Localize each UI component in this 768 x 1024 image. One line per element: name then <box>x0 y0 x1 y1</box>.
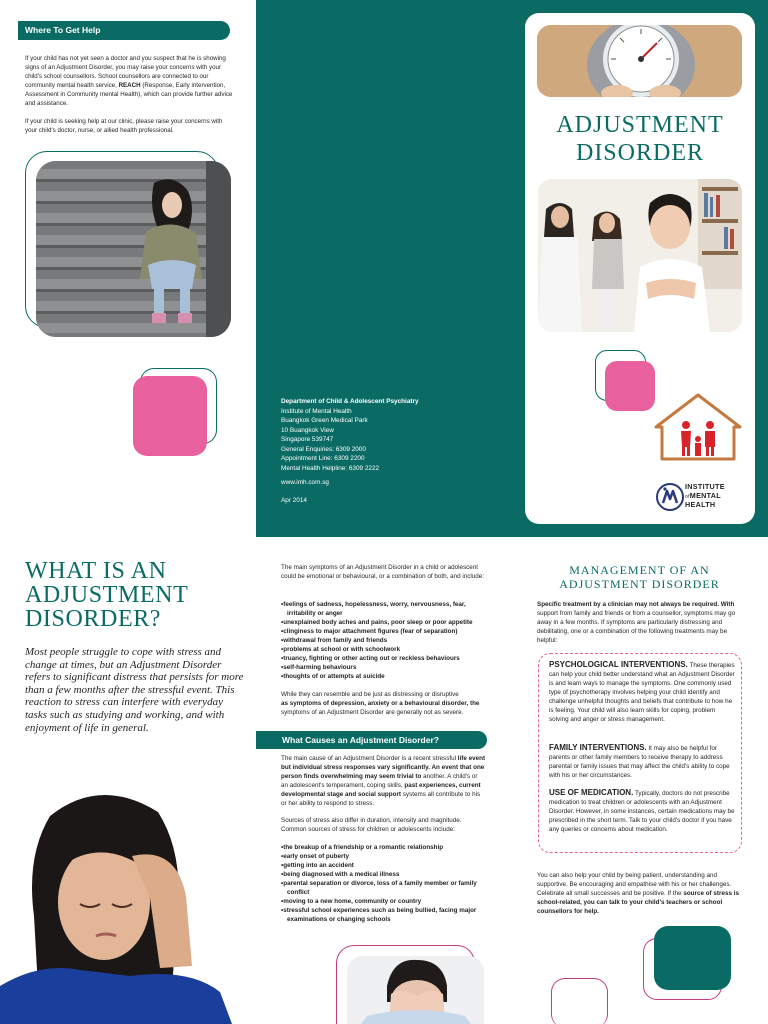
stress-source-item: • moving to a new home, community or country <box>281 897 486 906</box>
family-house-icon <box>652 393 744 461</box>
headache-girl-photo <box>0 786 232 1024</box>
logo-of: of <box>685 493 690 500</box>
what-title-line-3: DISORDER? <box>25 606 162 632</box>
contact-line: Mental Health Helpline: 6309 2222 <box>281 464 380 472</box>
treatment-heading: FAMILY INTERVENTIONS. <box>549 743 647 752</box>
stress-sources-list <box>281 843 486 924</box>
management-intro-bold: Specific treatment by a clinician may not always be required. With <box>537 601 735 608</box>
causes-text: The main cause of an Adjustment Disorder is a recent stressful <box>281 755 456 762</box>
decorative-outline-square-bottom-left <box>551 978 608 1024</box>
where-to-get-help-heading: Where To Get Help <box>18 21 230 40</box>
family-argument-photo <box>538 179 742 332</box>
headache-girl-illustration <box>0 786 232 1024</box>
management-title <box>537 563 742 591</box>
contact-line: Institute of Mental Health <box>281 407 352 415</box>
family-argument-illustration <box>538 179 742 332</box>
help-paragraph-2: If your child is seeking help at our clinic, please raise your concerns with your child's doctor, nurse, or allied health professional. <box>25 118 223 134</box>
management-outro <box>537 871 742 916</box>
treatment-psychological <box>549 660 735 724</box>
symptom-item: • thoughts of or attempts at suicide <box>281 672 486 681</box>
what-is-intro: Most people struggle to cope with stress and change at times, but an Adjustment Disorder refers to significant distress that persists for more than a few months after the stressful event. This reaction to stress can interfere with everyday tasks such as studying and working, and with enjoyment of life in general. <box>25 646 244 734</box>
treatment-text: Typically, doctors do not prescribe medication to treat children or adolescents with an Adjustment Disorder. However, in some instances, certain medications may be prescribed in the short term. Talk to your child's doctor if you have any queries or concerns about medication. <box>549 790 735 833</box>
website-link[interactable]: www.imh.com.sg <box>281 479 329 486</box>
causes-paragraph-1 <box>281 754 486 808</box>
stress-source-item: • parental separation or divorce, loss of a family member or family conflict <box>281 879 486 897</box>
causes-heading: What Causes an Adjustment Disorder? <box>256 731 487 749</box>
management-intro <box>537 600 742 645</box>
what-title-line-1: WHAT IS AN <box>25 558 167 584</box>
help-paragraph-1 <box>25 54 235 108</box>
what-is-title <box>25 559 245 631</box>
management-intro-text: support from family and friends or from a counsellor, symptoms may go away in a few months. If symptoms are particularly distressing and debilitating, one or a combination of the following treatments may be helpful: <box>537 610 736 644</box>
cover-title-line-2: DISORDER <box>575 140 704 166</box>
symptoms-list <box>281 600 486 681</box>
stairs-girl-photo <box>36 161 231 337</box>
cover-title-line-1: ADJUSTMENT <box>556 112 724 138</box>
symptom-item: • truancy, fighting or other acting out or reckless behaviours <box>281 654 486 663</box>
causes-paragraph-2: Sources of stress also differ in duration, intensity and magnitude. Common sources of stress for children or adolescents include: <box>281 817 462 833</box>
help-paragraph-1-text-b: (Response, Early intervention, Assessment in Community mental Health), which can provide further advice and assistance. <box>25 82 233 107</box>
causes-text: systems all contribute to his or her ability to respond to stress. <box>281 791 481 807</box>
contact-line: Appointment Line: 6309 2200 <box>281 455 365 462</box>
symptoms-note-line: as symptoms of depression, anxiety or a behavioural disorder, the <box>281 700 480 707</box>
treatment-text: It may also be helpful for parents or other family members to receive therapy to address parental or family issues that may affect the child's ability to cope with his or her circumstances. <box>549 745 730 779</box>
symptom-item: • clinginess to major attachment figures (fear of separation) <box>281 627 486 636</box>
causes-text-bold: life event but individual stress responses vary significantly. An event that one person finds overwhelming may seem trivial to <box>281 755 486 780</box>
reach-label: REACH <box>118 82 141 89</box>
child-covering-face-illustration <box>347 956 484 1024</box>
decorative-teal-square <box>654 926 731 990</box>
contact-line: Singapore 539747 <box>281 436 334 443</box>
symptoms-note <box>281 690 486 717</box>
what-title-line-2: ADJUSTMENT <box>25 582 189 608</box>
treatment-medication <box>549 788 735 834</box>
management-outro-text: You can also help your child by being patient, understanding and supportive. Be encouraging and empathise with his or her challenges. Celebrate all small successes and be positive. If the <box>537 872 732 897</box>
contact-line: General Enquiries: 6309 2000 <box>281 445 366 453</box>
management-outro-bold: source of stress is school-related, you can talk to your child's teachers or school counsellors for help. <box>537 890 739 915</box>
contact-line: Buangkok Green Medical Park <box>281 417 368 424</box>
stress-source-item: • early onset of puberty <box>281 852 486 861</box>
management-title-line-1: MANAGEMENT OF AN <box>569 563 710 577</box>
causes-text-bold: past experiences, current developmental stage and social support <box>281 782 481 798</box>
decorative-pink-square-small <box>605 361 655 411</box>
treatment-text: These therapies can help your child better understand what an Adjustment Disorder is and learn ways to manage the symptoms. One commonly used type of psychotherapy involves helping your child identify and challenge unhelpful thoughts and beliefs that contribute to how he is feeling. Your child will also learn skills for coping, problem solving and anger or stress management. <box>549 662 735 723</box>
treatment-heading: PSYCHOLOGICAL INTERVENTIONS. <box>549 660 688 669</box>
symptom-item: • unexplained body aches and pains, poor sleep or poor appetite <box>281 618 486 627</box>
contact-line: 10 Buangkok View <box>281 426 334 434</box>
symptom-item: • withdrawal from family and friends <box>281 636 486 645</box>
help-paragraph-1-text: If your child has not yet seen a doctor and you suspect that he is showing signs of an Adjustment Disorder, you may raise your concerns with your child's school counsellors. School counsellors are connected to our community mental health service, <box>25 55 226 89</box>
management-title-line-2: ADJUSTMENT DISORDER <box>559 577 720 591</box>
department-name: Department of Child & Adolescent Psychiatry <box>281 398 419 405</box>
logo-line-2: MENTAL <box>689 490 721 500</box>
causes-text: another. A child's or an adolescent's temperament, coping skills, <box>281 773 478 789</box>
stress-source-item: • being diagnosed with a medical illness <box>281 870 486 879</box>
cover-title <box>527 111 753 167</box>
symptoms-note-line: symptoms of an Adjustment Disorder are generally not as severe. <box>281 709 464 716</box>
weighing-scale-photo <box>537 25 742 97</box>
treatment-family <box>549 743 735 780</box>
stairs-girl-illustration <box>36 161 231 337</box>
symptom-item: • problems at school or with schoolwork <box>281 645 486 654</box>
contact-block <box>281 397 501 473</box>
symptoms-intro: The main symptoms of an Adjustment Disorder in a child or adolescent could be emotional or behavioural, or a combination of both, and include: <box>281 564 485 580</box>
treatment-heading: USE OF MEDICATION. <box>549 788 634 797</box>
logo-line-1: INSTITUTE <box>685 482 725 491</box>
imh-logo-text <box>685 483 725 510</box>
symptom-item: • feelings of sadness, hopelessness, worry, nervousness, fear, irritability or anger <box>281 600 486 618</box>
child-covering-face-photo <box>347 956 484 1024</box>
symptom-item: • self-harming behaviours <box>281 663 486 672</box>
symptoms-note-line: While they can resemble and be just as distressing or disruptive <box>281 691 459 698</box>
publication-date: Apr 2014 <box>281 497 307 504</box>
weighing-scale-illustration <box>537 25 742 97</box>
stress-source-item: • stressful school experiences such as being bullied, facing major examinations or changing schools <box>281 906 486 924</box>
decorative-pink-square <box>133 376 207 456</box>
logo-line-3: HEALTH <box>685 500 716 510</box>
stress-source-item: • getting into an accident <box>281 861 486 870</box>
stress-source-item: • the breakup of a friendship or a romantic relationship <box>281 843 486 852</box>
